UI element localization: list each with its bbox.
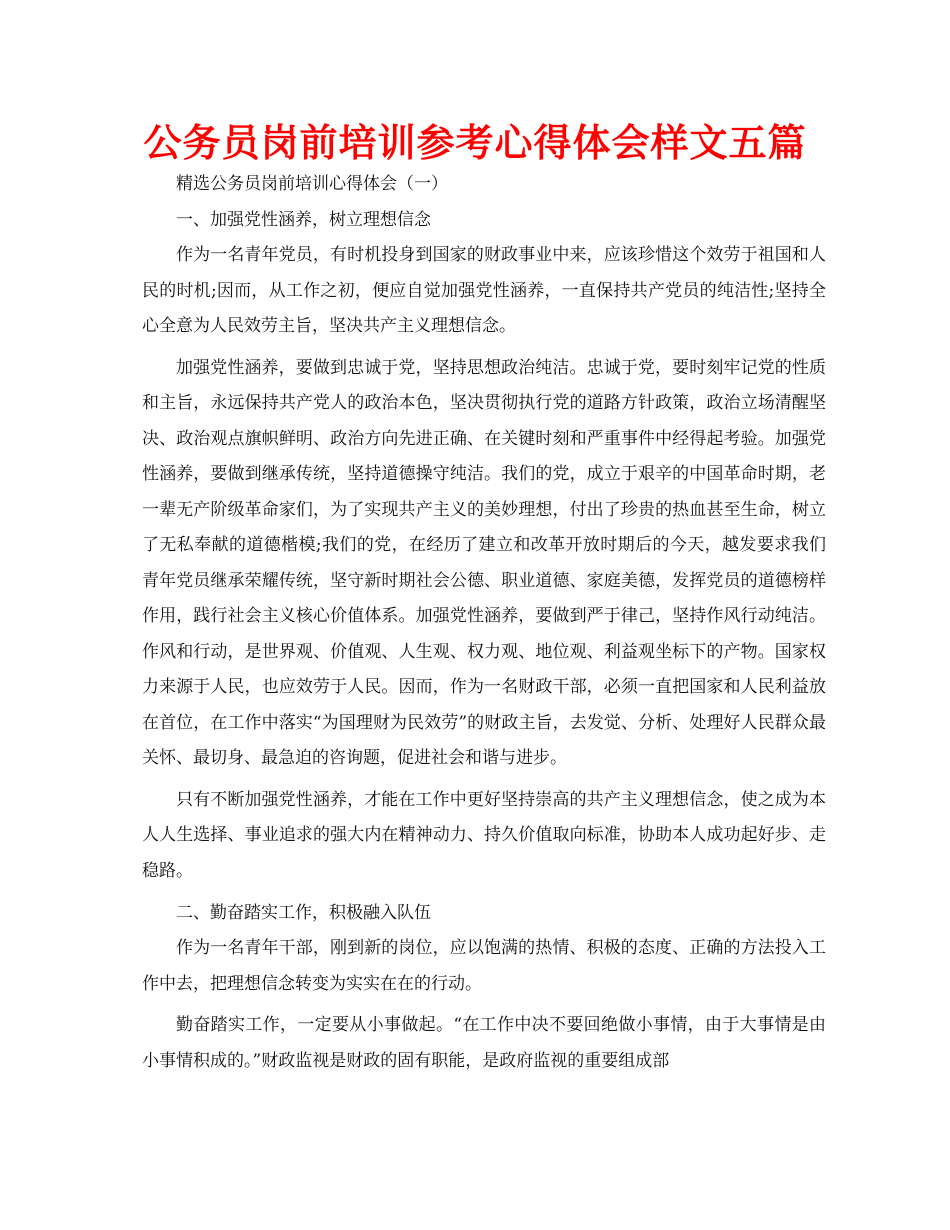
document-title: 公务员岗前培训参考心得体会样文五篇 [143,121,807,165]
section-heading-2: 二、勤奋踏实工作，积极融入队伍 [176,903,431,923]
document-body [142,166,826,1085]
paragraph: 勤奋踏实工作，一定要从小事做起。“在工作中决不要回绝做小事情，由于大事情是由小事情积成的。”财政监视是财政的固有职能，是政府监视的重要组成部 [142,1015,826,1071]
paragraph: 只有不断加强党性涵养，才能在工作中更好坚持崇高的共产主义理想信念，使之成为本人人生选择、事业追求的强大内在精神动力、持久价值取向标准，协助本人成功起好步、走稳路。 [142,789,826,881]
paragraph: 加强党性涵养，要做到忠诚于党，坚持思想政治纯洁。忠诚于党，要时刻牢记党的性质和主旨，永远保持共产党人的政治本色，坚决贯彻执行党的道路方针政策，政治立场清醒坚决、政治观点旗帜鲜明、政治方向先进正确、在关键时刻和严重事件中经得起考验。加强党性涵养，要做到继承传统，坚持道德操守纯洁。我们的党，成立于艰辛的中国革命时期，老一辈无产阶级革命家们，为了实现共产主义的美妙理想，付出了珍贵的热血甚至生命，树立了无私奉献的道德楷模;我们的党，在经历了建立和改革开放时期后的今天，越发要求我们青年党员继承荣耀传统，坚守新时期社会公德、职业道德、家庭美德，发挥党员的道德榜样作用，践行社会主义核心价值体系。加强党性涵养，要做到严于律己，坚持作风行动纯洁。作风和行动，是世界观、价值观、人生观、权力观、地位观、利益观坐标下的产物。国家权力来源于人民，也应效劳于人民。因而，作为一名财政干部，必须一直把国家和人民利益放在首位，在工作中落实“为国理财为民效劳”的财政主旨，去发觉、分析、处理好人民群众最关怀、最切身、最急迫的咨询题，促进社会和谐与进步。 [142,357,826,768]
paragraph: 作为一名青年党员，有时机投身到国家的财政事业中来，应该珍惜这个效劳于祖国和人民的时机;因而，从工作之初，便应自觉加强党性涵养，一直保持共产党员的纯洁性;坚持全心全意为人民效劳主旨，坚决共产主义理想信念。 [142,245,826,336]
section-heading-1: 一、加强党性涵养，树立理想信念 [176,210,431,230]
section-subtitle: 精选公务员岗前培训心得体会（一） [176,174,448,194]
paragraph: 作为一名青年干部，刚到新的岗位，应以饱满的热情、积极的态度、正确的方法投入工作中去，把理想信念转变为实实在在的行动。 [142,938,826,994]
